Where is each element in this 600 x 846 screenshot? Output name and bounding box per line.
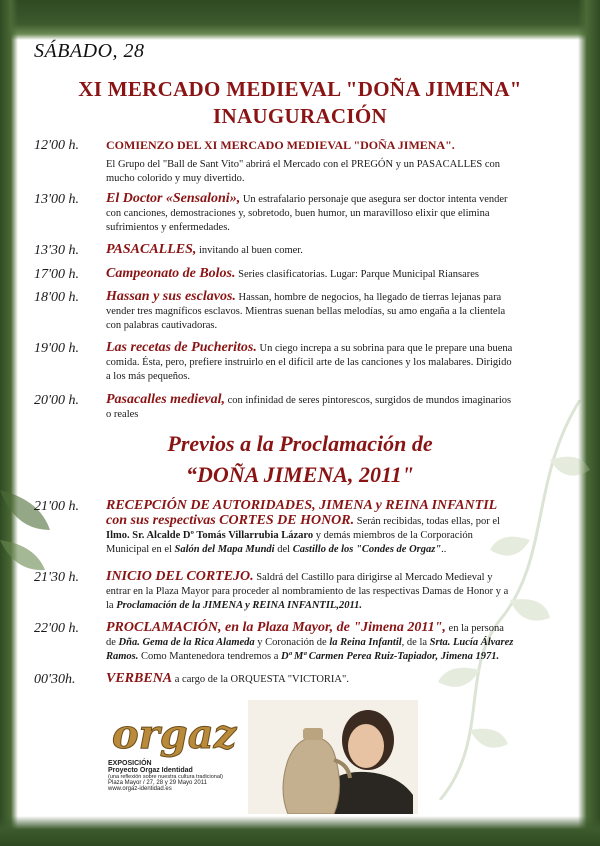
exhibition-name: Proyecto Orgaz Identidad	[108, 767, 193, 774]
event-highlight: ORQUESTA "VICTORIA"	[230, 674, 347, 685]
page-subtitle: INAUGURACIÓN	[213, 104, 387, 128]
event-time: 21'00 h.	[34, 499, 79, 514]
event-description: entrar en la Plaza Mayor para proceder al nombramiento de las respectivas Damas de Honor y a	[106, 586, 509, 597]
event-time: 12'00 h.	[34, 138, 79, 153]
event-description: la	[106, 600, 117, 611]
event-headline: COMIENZO DEL XI MERCADO MEDIEVAL "DOÑA JIMENA".	[106, 138, 455, 152]
event-description: sufrimientos y enfermedades.	[106, 222, 230, 233]
exhibition-url[interactable]: www.orgaz-identidad.es	[108, 786, 172, 792]
event-highlight: Salón del Mapa Mundi	[174, 544, 275, 555]
event-description: del	[274, 544, 293, 555]
event-headline: Pasacalles medieval,	[106, 392, 225, 407]
event-time: 13'30 h.	[34, 243, 79, 258]
event-time: 00'30h.	[34, 672, 76, 687]
event-headline: El Doctor «Sensaloni»,	[106, 191, 241, 206]
top-foliage-border	[0, 0, 600, 40]
event-time: 19'00 h.	[34, 341, 79, 356]
event-headline: VERBENA	[106, 671, 173, 686]
event-description: Series clasificatorias. Lugar: Parque Municipal Riansares	[235, 269, 479, 280]
exhibition-label: EXPOSICIÓN	[108, 760, 152, 767]
event-headline: PASACALLES,	[106, 242, 197, 257]
exhibition-subtitle: (una reflexión sobre nuestra cultura tradicional)	[108, 774, 223, 780]
event-description: Municipal en el	[106, 544, 175, 555]
event-highlight: Srta. Lucía Álvarez	[429, 637, 514, 648]
section-title: Previos a la Proclamación de	[167, 431, 433, 456]
event-highlight: Castillo de los "Condes de Orgaz"	[292, 544, 442, 555]
decorative-leaf-icon	[0, 470, 60, 610]
event-description: Como Mantenedora tendremos a	[138, 651, 281, 662]
event-description: mucho colorido y muy divertido.	[106, 173, 245, 184]
page-title: XI MERCADO MEDIEVAL "DOÑA JIMENA"	[78, 77, 522, 101]
event-description: El Grupo del "Ball de Sant Vito" abrirá el Mercado con el PREGÓN y un PASACALLES con	[106, 159, 501, 170]
event-date: SÁBADO, 28	[34, 40, 145, 62]
event-description: comida. Ésta, pero, prefiere instruirlo en el difícil arte de las canciones y los malabares. Dirigido	[106, 357, 512, 368]
event-highlight: Ilmo. Sr. Alcalde Dº Tomás Villarrubia Lázaro	[106, 530, 314, 541]
event-headline: PROCLAMACIÓN, en la Plaza Mayor, de "Jimena 2011",	[106, 620, 446, 635]
bottom-foliage-border	[0, 816, 600, 846]
event-headline: Campeonato de Bolos.	[106, 266, 236, 281]
event-description: a los más pequeños.	[106, 371, 190, 382]
event-time: 13'00 h.	[34, 192, 79, 207]
event-headline: Hassan y sus esclavos.	[106, 289, 236, 304]
event-description: en la persona	[445, 623, 504, 634]
event-highlight: Dª Mª Carmen Perea Ruiz-Tapiador, Jimena 1971.	[280, 651, 500, 662]
section-subtitle: “DOÑA JIMENA, 2011"	[186, 462, 414, 487]
event-headline: RECEPCIÓN DE AUTORIDADES, JIMENA y REINA INFANTIL	[106, 498, 498, 513]
event-description: Hassan, hombre de negocios, ha llegado de tierras lejanas para	[235, 292, 502, 303]
event-description: y demás miembros de la Corporación	[313, 530, 473, 541]
event-description: Un estrafalario personaje que asegura ser doctor intenta vender	[240, 194, 508, 205]
event-description: , de la	[401, 637, 430, 648]
event-description: Un ciego increpa a su sobrina para que le prepare una buena	[256, 343, 513, 354]
event-description: Serán recibidas, todas ellas, por el	[354, 516, 500, 527]
exhibition-venue: Plaza Mayor / 27, 28 y 29 Mayo 2011	[108, 780, 207, 786]
event-time: 17'00 h.	[34, 267, 79, 282]
event-description: y Coronación de	[254, 637, 330, 648]
event-description: con palabras cautivadoras.	[106, 320, 218, 331]
event-headline: con sus respectivas CORTES DE HONOR.	[106, 513, 355, 528]
woman-with-jug-photo	[248, 700, 418, 814]
event-description: Saldrá del Castillo para dirigirse al Mercado Medieval y	[253, 572, 493, 583]
event-time: 20'00 h.	[34, 393, 79, 408]
event-highlight: la Reina Infantil	[329, 637, 402, 648]
event-time: 18'00 h.	[34, 290, 79, 305]
event-headline: Las recetas de Pucheritos.	[106, 340, 257, 355]
event-description: de	[106, 637, 119, 648]
event-highlight: Dña. Gema de la Rica Alameda	[118, 637, 255, 648]
logo-text: orgaz	[112, 711, 237, 758]
orgaz-logo	[108, 708, 248, 758]
exhibition-info	[108, 760, 223, 792]
event-description: o reales	[106, 409, 139, 420]
event-highlight: Ramos.	[106, 651, 139, 662]
event-description: .	[346, 674, 349, 685]
event-time: 21'30 h.	[34, 570, 79, 585]
left-foliage-border	[0, 0, 18, 846]
event-time: 22'00 h.	[34, 621, 79, 636]
event-description: con canciones, demostraciones y, sobretodo, buen humor, un maravilloso elixir que elimina	[106, 208, 490, 219]
event-highlight: Proclamación de la JIMENA y REINA INFANTIL,2011.	[116, 600, 363, 611]
event-headline: INICIO DEL CORTEJO.	[106, 569, 254, 584]
event-description: con infinidad de seres pintorescos, surgidos de mundos imaginarios	[224, 395, 512, 406]
event-description: invitando al buen comer.	[196, 245, 303, 256]
event-description: a cargo de la	[172, 674, 231, 685]
event-description: ..	[441, 544, 447, 555]
event-description: vender tres magníficos esclavos. Mientras suenan bellas melodías, su amo engaña a la clientela	[106, 306, 506, 317]
